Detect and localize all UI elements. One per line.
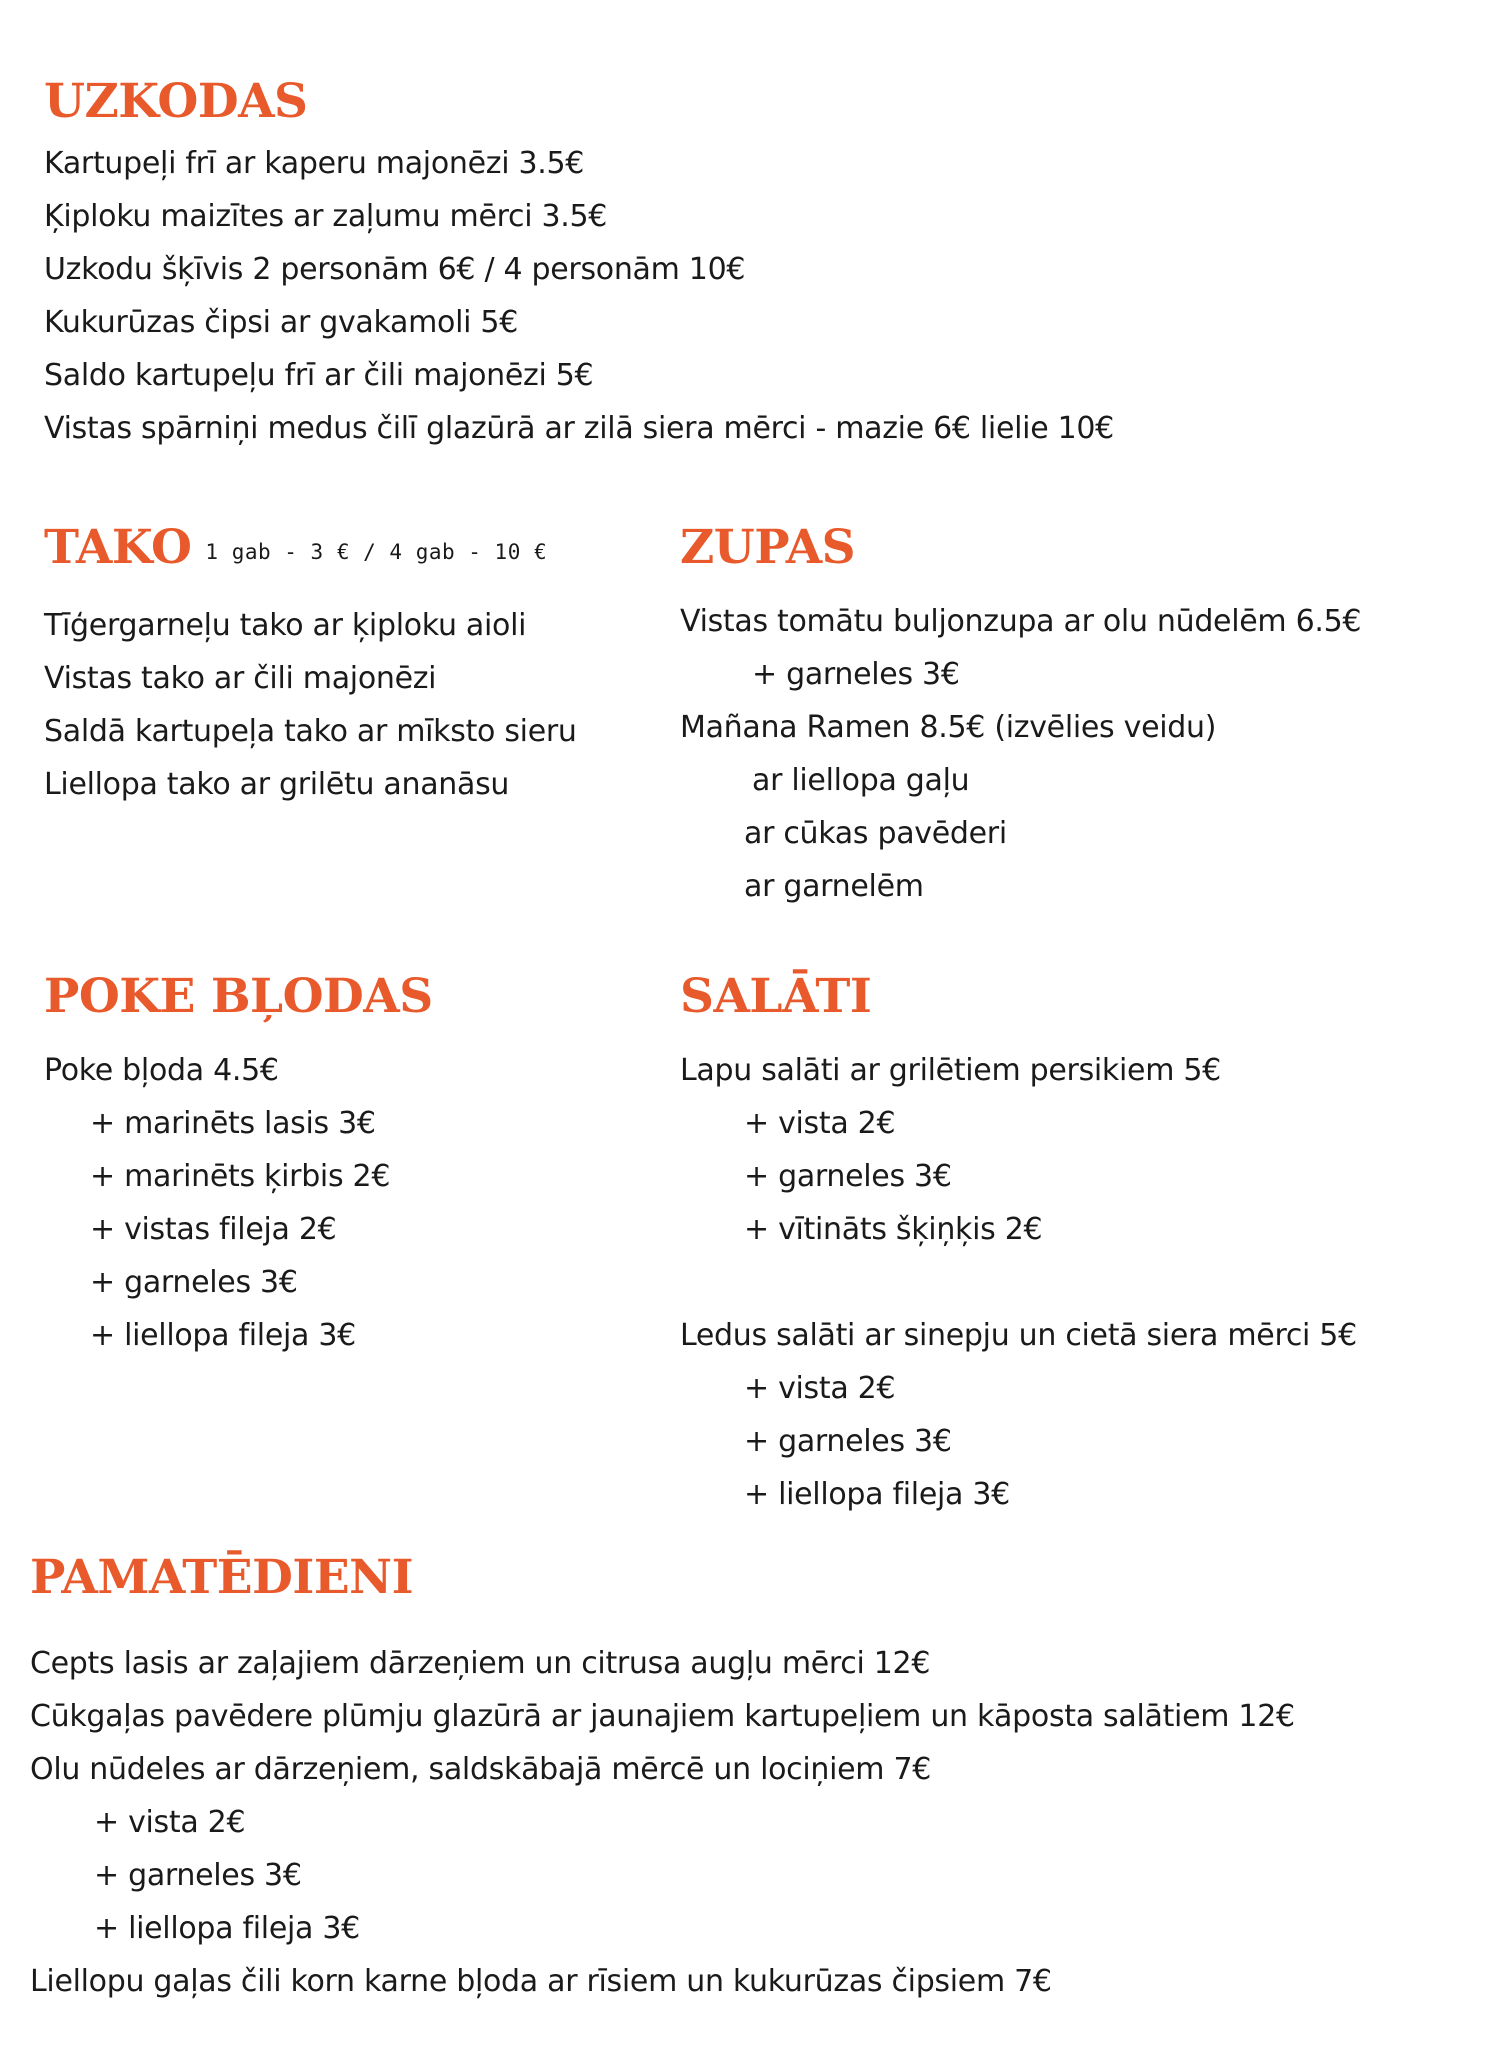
section-zupas (680, 518, 1361, 913)
section-pamatedieni (30, 1548, 1295, 2008)
menu-item: Ledus salāti ar sinepju un cietā siera mērci 5€ (680, 1318, 1357, 1353)
menu-item: Saldā kartupeļa tako ar mīksto sieru (44, 714, 577, 749)
menu-option: ar cūkas pavēderi (744, 816, 1007, 851)
menu-addon: + vista 2€ (744, 1106, 896, 1141)
menu-option: ar liellopa gaļu (752, 763, 970, 798)
menu-addon: + vista 2€ (744, 1371, 896, 1406)
section-title-uzkodas: UZKODAS (44, 74, 308, 129)
menu-item: Saldo kartupeļu frī ar čili majonēzi 5€ (44, 358, 594, 393)
menu-item: Liellopu gaļas čili korn karne bļoda ar rīsiem un kukurūzas čipsiem 7€ (30, 1964, 1052, 1999)
menu-item: Vistas tomātu buljonzupa ar olu nūdelēm 6.5€ (680, 604, 1362, 639)
menu-item: Cepts lasis ar zaļajiem dārzeņiem un citrusa augļu mērci 12€ (30, 1646, 931, 1681)
menu-item: Olu nūdeles ar dārzeņiem, saldskābajā mērcē un lociņiem 7€ (30, 1752, 932, 1787)
menu-addon: + liellopa fileja 3€ (94, 1911, 360, 1946)
menu-item: Uzkodu šķīvis 2 personām 6€ / 4 personām 10€ (44, 252, 746, 287)
menu-list-poke (44, 1044, 433, 1362)
menu-addon: + garneles 3€ (94, 1858, 302, 1893)
menu-addon: + garneles 3€ (744, 1159, 952, 1194)
menu-item: Lapu salāti ar grilētiem persikiem 5€ (680, 1053, 1221, 1088)
menu-addon: + marinēts ķirbis 2€ (90, 1159, 391, 1194)
menu-item: Tīģergarneļu tako ar ķiploku aioli (44, 608, 527, 643)
menu-addon: + garneles 3€ (90, 1265, 298, 1300)
menu-item: Vistas spārniņi medus čilī glazūrā ar zilā siera mērci - mazie 6€ lielie 10€ (44, 411, 1114, 446)
menu-item: Cūkgaļas pavēdere plūmju glazūrā ar jaunajiem kartupeļiem un kāposta salātiem 12€ (30, 1699, 1295, 1734)
menu-list-pamatedieni (30, 1637, 1295, 2008)
menu-list-zupas (680, 595, 1361, 913)
section-title-tako-text: TAKO (44, 520, 192, 575)
menu-addon: + liellopa fileja 3€ (744, 1477, 1010, 1512)
tako-price-note: 1 gab - 3 € / 4 gab - 10 € (205, 540, 548, 564)
menu-addon: + marinēts lasis 3€ (90, 1106, 376, 1141)
menu-item: Kukurūzas čipsi ar gvakamoli 5€ (44, 305, 518, 340)
menu-list-salati (680, 1044, 1357, 1521)
menu-item: Vistas tako ar čili majonēzi (44, 661, 437, 696)
menu-list-uzkodas (44, 137, 1114, 455)
section-poke (44, 967, 433, 1362)
section-uzkodas (44, 72, 1114, 455)
menu-item: Liellopa tako ar grilētu ananāsu (44, 767, 510, 802)
menu-addon: + vistas fileja 2€ (90, 1212, 337, 1247)
section-title-salati: SALĀTI (680, 969, 872, 1024)
menu-addon: + garneles 3€ (744, 1424, 952, 1459)
section-salati (680, 967, 1357, 1521)
section-tako (44, 518, 577, 811)
menu-item: Ķiploku maizītes ar zaļumu mērci 3.5€ (44, 199, 608, 234)
menu-addon: + liellopa fileja 3€ (90, 1318, 356, 1353)
section-title-poke: POKE BĻODAS (44, 969, 433, 1024)
menu-option: ar garnelēm (744, 869, 924, 904)
menu-item: Poke bļoda 4.5€ (44, 1053, 279, 1088)
section-title-tako (44, 518, 577, 582)
menu-item: Kartupeļi frī ar kaperu majonēzi 3.5€ (44, 146, 585, 181)
section-title-zupas: ZUPAS (680, 520, 856, 575)
spacer (680, 1256, 1357, 1309)
menu-addon: + vītināts šķiņķis 2€ (744, 1212, 1043, 1247)
menu-addon: + vista 2€ (94, 1805, 246, 1840)
menu-item: Mañana Ramen 8.5€ (izvēlies veidu) (680, 710, 1217, 745)
section-title-pamatedieni: PAMATĒDIENI (30, 1550, 414, 1605)
menu-addon: + garneles 3€ (752, 657, 960, 692)
menu-list-tako (44, 599, 577, 811)
